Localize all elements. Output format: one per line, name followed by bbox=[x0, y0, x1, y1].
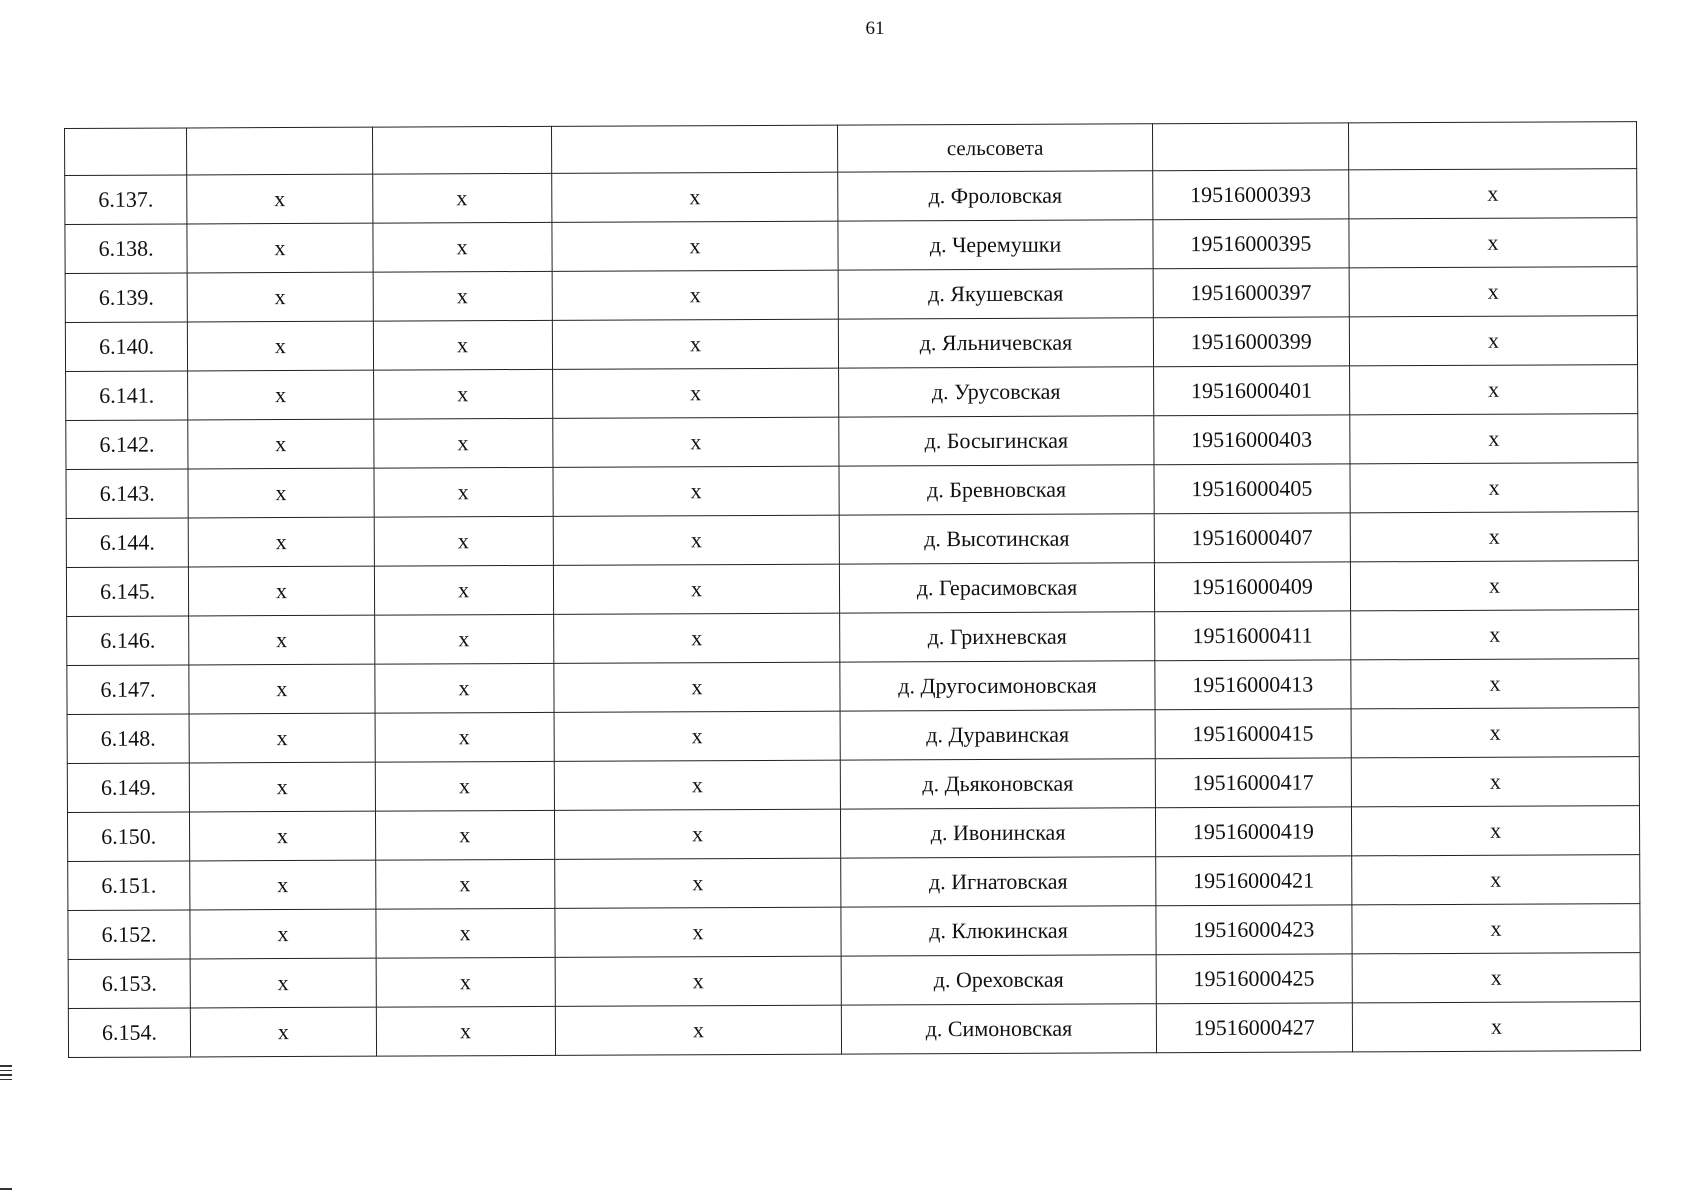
table-row bbox=[66, 463, 1638, 519]
settlement-name-cell: д. Ивонинская bbox=[841, 808, 1155, 858]
okato-code-cell: 19516000425 bbox=[1156, 954, 1353, 1004]
row-number-cell: 6.152. bbox=[68, 910, 190, 960]
header-cell-empty bbox=[187, 127, 373, 175]
settlement-name-cell: д. Яльничевская bbox=[839, 318, 1153, 368]
settlement-name-cell: д. Другосимоновская bbox=[840, 661, 1154, 711]
mark-cell: х bbox=[187, 272, 373, 322]
okato-code-cell: 19516000423 bbox=[1156, 905, 1353, 955]
mark-cell: х bbox=[552, 417, 839, 467]
mark-cell: х bbox=[189, 566, 375, 616]
table-row bbox=[66, 365, 1638, 421]
mark-cell: х bbox=[375, 761, 554, 811]
header-cell-continuation: сельсовета bbox=[838, 124, 1152, 172]
mark-cell: х bbox=[188, 517, 374, 567]
mark-cell: х bbox=[375, 810, 554, 860]
okato-code-cell: 19516000403 bbox=[1153, 415, 1350, 465]
mark-cell: х bbox=[1349, 218, 1637, 268]
settlement-name-cell: д. Якушевская bbox=[839, 269, 1153, 319]
scan-edge-line bbox=[0, 1074, 12, 1076]
table-row bbox=[66, 414, 1638, 470]
page-number: 61 bbox=[865, 18, 885, 39]
row-number-cell: 6.153. bbox=[68, 959, 190, 1009]
mark-cell: х bbox=[554, 760, 841, 810]
mark-cell: х bbox=[1352, 953, 1640, 1003]
settlement-name-cell: д. Клюкинская bbox=[841, 906, 1155, 956]
register-table-container bbox=[64, 121, 1641, 1058]
mark-cell: х bbox=[554, 809, 841, 859]
okato-code-cell: 19516000399 bbox=[1153, 317, 1350, 367]
scan-edge-line bbox=[0, 1065, 12, 1067]
okato-code-cell: 19516000415 bbox=[1155, 709, 1352, 759]
mark-cell: х bbox=[552, 319, 839, 369]
mark-cell: х bbox=[551, 221, 838, 271]
mark-cell: х bbox=[373, 418, 552, 468]
okato-code-cell: 19516000405 bbox=[1154, 464, 1351, 514]
row-number-cell: 6.145. bbox=[66, 567, 188, 617]
mark-cell: х bbox=[372, 173, 551, 223]
mark-cell: х bbox=[376, 908, 555, 958]
mark-cell: х bbox=[552, 368, 839, 418]
settlement-name-cell: д. Игнатовская bbox=[841, 857, 1155, 907]
mark-cell: х bbox=[190, 909, 376, 959]
mark-cell: х bbox=[374, 516, 553, 566]
mark-cell: х bbox=[553, 662, 840, 712]
okato-code-cell: 19516000409 bbox=[1154, 562, 1351, 612]
mark-cell: х bbox=[1349, 267, 1637, 317]
settlement-name-cell: д. Дуравинская bbox=[840, 710, 1154, 760]
mark-cell: х bbox=[1349, 316, 1637, 366]
settlement-name-cell: д. Высотинская bbox=[840, 514, 1154, 564]
table-row bbox=[67, 610, 1639, 666]
mark-cell: х bbox=[189, 713, 375, 763]
table-row bbox=[68, 904, 1640, 960]
settlement-name-cell: д. Грихневская bbox=[840, 612, 1154, 662]
header-cell-empty bbox=[551, 125, 838, 173]
mark-cell: х bbox=[374, 614, 553, 664]
mark-cell: х bbox=[375, 859, 554, 909]
row-number-cell: 6.147. bbox=[67, 665, 189, 715]
mark-cell: х bbox=[553, 613, 840, 663]
table-row bbox=[65, 316, 1637, 372]
mark-cell: х bbox=[555, 1005, 842, 1055]
table-header-continuation-row bbox=[65, 122, 1637, 176]
table-row bbox=[65, 169, 1637, 225]
mark-cell: х bbox=[551, 172, 838, 222]
table-row bbox=[66, 561, 1638, 617]
table-row bbox=[67, 757, 1639, 813]
mark-cell: х bbox=[189, 664, 375, 714]
settlement-name-cell: д. Бревновская bbox=[839, 465, 1153, 515]
mark-cell: х bbox=[1351, 757, 1639, 807]
mark-cell: х bbox=[554, 858, 841, 908]
mark-cell: х bbox=[375, 712, 554, 762]
mark-cell: х bbox=[1352, 855, 1640, 905]
mark-cell: х bbox=[553, 515, 840, 565]
mark-cell: х bbox=[1352, 904, 1640, 954]
table-row bbox=[65, 218, 1637, 274]
mark-cell: х bbox=[187, 174, 373, 224]
mark-cell: х bbox=[190, 958, 376, 1008]
okato-code-cell: 19516000427 bbox=[1156, 1003, 1353, 1053]
mark-cell: х bbox=[1351, 610, 1639, 660]
table-row bbox=[66, 512, 1638, 568]
settlement-name-cell: д. Симоновская bbox=[842, 1004, 1156, 1054]
mark-cell: х bbox=[373, 222, 552, 272]
mark-cell: х bbox=[1350, 561, 1638, 611]
mark-cell: х bbox=[1349, 169, 1637, 219]
mark-cell: х bbox=[554, 711, 841, 761]
mark-cell: х bbox=[190, 860, 376, 910]
mark-cell: х bbox=[374, 663, 553, 713]
mark-cell: х bbox=[1350, 463, 1638, 513]
table-row bbox=[67, 659, 1639, 715]
mark-cell: х bbox=[374, 565, 553, 615]
scan-edge-marks bbox=[0, 1065, 12, 1083]
settlement-name-cell: д. Босыгинская bbox=[839, 416, 1153, 466]
table-row bbox=[68, 855, 1640, 911]
table-row bbox=[67, 708, 1639, 764]
mark-cell: х bbox=[190, 811, 376, 861]
okato-code-cell: 19516000421 bbox=[1155, 856, 1352, 906]
mark-cell: х bbox=[1350, 414, 1638, 464]
row-number-cell: 6.143. bbox=[66, 469, 188, 519]
mark-cell: х bbox=[376, 1006, 555, 1056]
table-row bbox=[68, 1002, 1640, 1058]
mark-cell: х bbox=[189, 762, 375, 812]
settlement-name-cell: д. Дьяконовская bbox=[841, 759, 1155, 809]
mark-cell: х bbox=[191, 1007, 377, 1057]
okato-code-cell: 19516000411 bbox=[1154, 611, 1351, 661]
row-number-cell: 6.138. bbox=[65, 224, 187, 274]
table-row bbox=[67, 806, 1639, 862]
mark-cell: х bbox=[555, 956, 842, 1006]
mark-cell: х bbox=[188, 370, 374, 420]
settlement-name-cell: д. Ореховская bbox=[842, 955, 1156, 1005]
register-table bbox=[64, 121, 1641, 1058]
okato-code-cell: 19516000397 bbox=[1153, 268, 1350, 318]
scan-edge-line bbox=[0, 1188, 12, 1190]
header-cell-empty bbox=[1152, 123, 1349, 171]
mark-cell: х bbox=[376, 957, 555, 1007]
mark-cell: х bbox=[554, 907, 841, 957]
mark-cell: х bbox=[1351, 708, 1639, 758]
mark-cell: х bbox=[188, 321, 374, 371]
mark-cell: х bbox=[552, 270, 839, 320]
row-number-cell: 6.150. bbox=[67, 812, 189, 862]
row-number-cell: 6.149. bbox=[67, 763, 189, 813]
row-number-cell: 6.142. bbox=[66, 420, 188, 470]
mark-cell: х bbox=[373, 320, 552, 370]
mark-cell: х bbox=[1350, 512, 1638, 562]
row-number-cell: 6.140. bbox=[65, 322, 187, 372]
row-number-cell: 6.148. bbox=[67, 714, 189, 764]
row-number-cell: 6.154. bbox=[68, 1008, 190, 1058]
mark-cell: х bbox=[374, 467, 553, 517]
settlement-name-cell: д. Герасимовская bbox=[840, 563, 1154, 613]
mark-cell: х bbox=[188, 468, 374, 518]
okato-code-cell: 19516000407 bbox=[1154, 513, 1351, 563]
row-number-cell: 6.151. bbox=[68, 861, 190, 911]
header-cell-empty bbox=[372, 126, 551, 174]
mark-cell: х bbox=[553, 466, 840, 516]
row-number-cell: 6.144. bbox=[66, 518, 188, 568]
mark-cell: х bbox=[1351, 806, 1639, 856]
mark-cell: х bbox=[373, 369, 552, 419]
okato-code-cell: 19516000419 bbox=[1155, 807, 1352, 857]
mark-cell: х bbox=[373, 271, 552, 321]
mark-cell: х bbox=[553, 564, 840, 614]
table-row bbox=[65, 267, 1637, 323]
mark-cell: х bbox=[187, 223, 373, 273]
header-cell-empty bbox=[65, 128, 187, 176]
mark-cell: х bbox=[1350, 365, 1638, 415]
row-number-cell: 6.141. bbox=[66, 371, 188, 421]
okato-code-cell: 19516000395 bbox=[1153, 219, 1350, 269]
mark-cell: х bbox=[188, 419, 374, 469]
scan-edge-line bbox=[0, 1070, 12, 1072]
settlement-name-cell: д. Черемушки bbox=[838, 220, 1152, 270]
okato-code-cell: 19516000393 bbox=[1152, 170, 1349, 220]
mark-cell: х bbox=[1352, 1002, 1640, 1052]
row-number-cell: 6.139. bbox=[65, 273, 187, 323]
scan-edge-line bbox=[0, 1079, 12, 1081]
table-row bbox=[68, 953, 1640, 1009]
mark-cell: х bbox=[1351, 659, 1639, 709]
settlement-name-cell: д. Урусовская bbox=[839, 367, 1153, 417]
okato-code-cell: 19516000417 bbox=[1155, 758, 1352, 808]
okato-code-cell: 19516000401 bbox=[1153, 366, 1350, 416]
okato-code-cell: 19516000413 bbox=[1154, 660, 1351, 710]
header-cell-empty bbox=[1348, 122, 1636, 170]
row-number-cell: 6.137. bbox=[65, 175, 187, 225]
row-number-cell: 6.146. bbox=[67, 616, 189, 666]
mark-cell: х bbox=[189, 615, 375, 665]
settlement-name-cell: д. Фроловская bbox=[838, 171, 1152, 221]
